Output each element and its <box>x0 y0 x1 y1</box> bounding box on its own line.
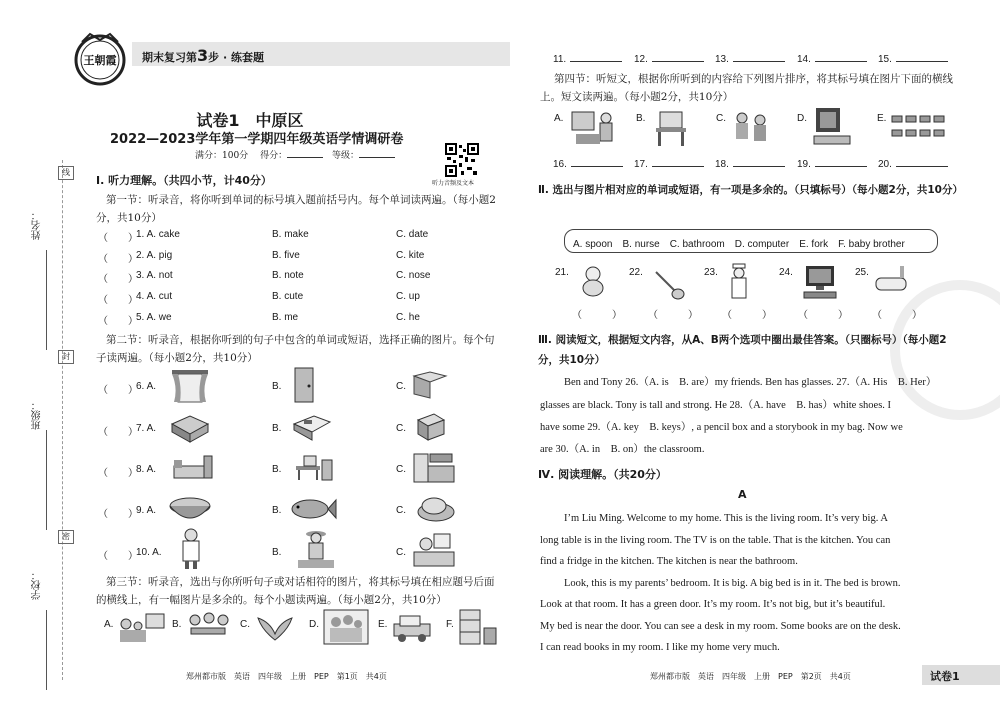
s3-label-e: E. <box>378 619 388 630</box>
q4-option-c: C. up <box>396 291 420 302</box>
study-room-picture[interactable] <box>292 450 336 484</box>
q2-paren[interactable]: （ ） <box>98 254 138 265</box>
passage-line-7: I can read books in my room. I like my home very much. <box>540 642 780 653</box>
bookshelf-picture[interactable] <box>458 608 498 646</box>
blank-14[interactable] <box>797 52 867 65</box>
q9-label-c: C. <box>396 505 406 516</box>
blank-17-num: 17. <box>634 159 648 170</box>
q6-label-c: C. <box>396 381 406 392</box>
part4-heading: Ⅳ. 阅读理解。（共20分） <box>538 468 667 481</box>
footer-left: 郑州都市版 英语 四年级 上册 PEP 第1页 共4页 <box>186 672 387 681</box>
qr-caption: 听力音频及文本 <box>432 180 475 187</box>
q7-label-c: C. <box>396 423 406 434</box>
desk-chair-picture[interactable] <box>652 108 692 148</box>
q9-label-b: B. <box>272 505 282 516</box>
farmer-picture[interactable] <box>296 528 336 570</box>
nurse-picture[interactable] <box>724 262 754 302</box>
qr-code[interactable] <box>445 143 479 177</box>
passage-line-6: My bed is near the door. You can see a desk in my room. Some books are on the desk. <box>540 621 901 632</box>
blank-15[interactable] <box>878 52 948 65</box>
q10-label-c: C. <box>396 547 406 558</box>
roast-chicken-picture[interactable] <box>414 494 458 524</box>
publisher-logo <box>70 30 130 86</box>
page-tab: 试卷1 <box>922 665 1000 685</box>
reading-man-picture[interactable] <box>410 530 458 568</box>
window-room-picture[interactable] <box>810 106 854 148</box>
baby-brother-picture[interactable] <box>576 264 610 298</box>
family-tv-picture[interactable] <box>116 610 166 644</box>
doctor-picture[interactable] <box>178 528 204 570</box>
q7-label-b: B. <box>272 423 282 434</box>
q8-label-b: B. <box>272 464 282 475</box>
kitchen-picture[interactable] <box>412 450 456 484</box>
pic-25-num: 25. <box>855 267 869 278</box>
q8-label-c: C. <box>396 464 406 475</box>
s4-label-b: B. <box>636 113 646 124</box>
name-field-label: 姓名： <box>32 210 43 240</box>
classroom-teacher-picture[interactable] <box>570 108 620 148</box>
computer-picture[interactable] <box>800 264 840 302</box>
q10-paren[interactable]: （ ） <box>98 551 138 562</box>
q5-option-c: C. he <box>396 312 420 323</box>
q8-label-a: 8. A. <box>136 464 157 475</box>
part3-line-3: have some 29.（A. key B. keys）, a pencil box and a storybook in my bag. Now we <box>540 422 903 433</box>
q6-paren[interactable]: （ ） <box>98 385 138 396</box>
margin-tag-mi: 密 <box>58 530 74 544</box>
pic-21-num: 21. <box>555 267 569 278</box>
school-field-line[interactable] <box>46 610 47 690</box>
q1-paren[interactable]: （ ） <box>98 233 138 244</box>
s3-label-d: D. <box>309 619 319 630</box>
pic-23-num: 23. <box>704 267 718 278</box>
score-blank[interactable] <box>287 157 323 158</box>
s3-label-c: C. <box>240 619 250 630</box>
part3-line-1: Ben and Tony 26.（A. is B. are）my friends. Ben has glasses. 27.（A. His B. Her） <box>564 377 937 388</box>
part1-heading: Ⅰ. 听力理解。（共四小节，计40分） <box>96 174 272 187</box>
exam-title: 试卷1 中原区 <box>196 111 304 130</box>
bathroom-picture[interactable] <box>872 264 912 298</box>
q3-paren[interactable]: （ ） <box>98 274 138 285</box>
q5-option-a: 5. A. we <box>136 312 172 323</box>
part3-line-4: are 30.（A. in B. on）the classroom. <box>540 444 705 455</box>
pic-22-num: 22. <box>629 267 643 278</box>
q9-label-a: 9. A. <box>136 505 157 516</box>
q5-option-b: B. me <box>272 312 299 323</box>
banner-step: 3 <box>197 46 209 65</box>
blank-15-num: 15. <box>878 54 892 65</box>
blank-20[interactable] <box>878 157 948 170</box>
s4-label-d: D. <box>797 113 807 124</box>
desks-rows-picture[interactable] <box>890 112 946 144</box>
passage-line-4: Look, this is my parents’ bedroom. It is big. A big bed is in it. The bed is brown. <box>564 578 901 589</box>
q4-option-b: B. cute <box>272 291 304 302</box>
banner-text <box>142 46 264 65</box>
section1-instructions: 第一节：听录音，将你听到单词的标号填入题前括号内。每个单词读两遍。（每小题2分，共10分） <box>96 194 496 224</box>
class-field-line[interactable] <box>46 430 47 530</box>
s3-label-f: F. <box>446 619 454 630</box>
svg-text:王朝霞: 王朝霞 <box>83 54 117 67</box>
blank-17[interactable] <box>634 157 704 170</box>
soup-bowl-picture[interactable] <box>168 494 212 524</box>
level-blank[interactable] <box>359 157 395 158</box>
q1-option-a: 1. A. cake <box>136 229 180 240</box>
q8-paren[interactable]: （ ） <box>98 468 138 479</box>
bedroom-picture[interactable] <box>170 450 214 484</box>
passage-line-3: find a fridge in the kitchen. The kitchen is near the bathroom. <box>540 556 798 567</box>
q3-option-a: 3. A. not <box>136 270 173 281</box>
blank-14-num: 14. <box>797 54 811 65</box>
q10-label-a: 10. A. <box>136 547 162 558</box>
banner-prefix: 期末复习第 <box>142 51 197 64</box>
margin-tag-feng: 封 <box>58 350 74 364</box>
section4-instructions: 第四节：听短文，根据你所听到的内容给下列图片排序，将其标号填在图片下面的横线上。短文读两遍。（每小题2分，共10分） <box>540 73 953 103</box>
blank-12[interactable] <box>634 52 704 65</box>
students-picture[interactable] <box>730 108 774 148</box>
fish-picture[interactable] <box>288 496 338 522</box>
blank-18[interactable] <box>715 157 785 170</box>
q3-option-b: B. note <box>272 270 304 281</box>
section2-instructions: 第二节：听录音，根据你听到的句子中包含的单词或短语，选择正确的图片。每个句子读两遍。（每小题2分，共10分） <box>96 334 495 364</box>
q4-option-a: 4. A. cut <box>136 291 173 302</box>
score-label: 得分： <box>260 151 288 161</box>
car-picture[interactable] <box>390 610 434 644</box>
blank-11[interactable] <box>553 52 622 65</box>
full-score: 满分：100分 <box>195 151 249 161</box>
answer-paren-25[interactable]: （ ） <box>872 310 922 321</box>
books-picture[interactable] <box>168 410 212 444</box>
blank-20-num: 20. <box>878 159 892 170</box>
pic-24-num: 24. <box>779 267 793 278</box>
answer-paren-24[interactable]: （ ） <box>798 310 848 321</box>
s3-label-b: B. <box>172 619 182 630</box>
level-label: 等级： <box>331 151 359 161</box>
q6-label-a: 6. A. <box>136 381 157 392</box>
q7-paren[interactable]: （ ） <box>98 427 138 438</box>
answer-paren-21[interactable]: （ ） <box>572 310 622 321</box>
q9-paren[interactable]: （ ） <box>98 509 138 520</box>
s4-label-e: E. <box>877 113 887 124</box>
pencil-box-picture[interactable] <box>290 410 334 444</box>
series-banner <box>132 42 510 66</box>
school-field-label: 学校： <box>32 570 43 600</box>
part3-line-2: glasses are black. Tony is tall and strong. He 28.（A. have B. has）white shoes. I <box>540 400 892 411</box>
passage-a-label: A <box>738 488 747 501</box>
s4-label-a: A. <box>554 113 564 124</box>
section3-instructions: 第三节：听录音，选出与你所听句子或对话相符的图片，将其标号填在相应题号后面的横线上，有一幅图片是多余的。每个小题读两遍。（每小题2分，共10分） <box>96 576 495 606</box>
blank-13[interactable] <box>715 52 785 65</box>
s3-label-a: A. <box>104 619 114 630</box>
passage-line-1: I’m Liu Ming. Welcome to my home. This is the living room. It’s very big. A <box>564 513 888 524</box>
word-bank-box: A. spoon B. nurse C. bathroom D. computer E. fork F. baby brother <box>564 229 938 253</box>
q7-label-a: 7. A. <box>136 423 157 434</box>
bag-picture[interactable] <box>414 410 448 444</box>
blank-19-num: 19. <box>797 159 811 170</box>
answer-paren-22[interactable]: （ ） <box>648 310 698 321</box>
blank-18-num: 18. <box>715 159 729 170</box>
exam-subtitle: 2022—2023学年第一学期四年级英语学情调研卷 <box>110 132 404 147</box>
passage-line-5: Look at that room. It has a green door. It’s my room. It’s not big, but it’s beautiful. <box>540 599 886 610</box>
class-field-label: 班级： <box>32 400 43 430</box>
ceiling-light-picture[interactable] <box>412 370 448 400</box>
student-info-margin <box>26 150 70 670</box>
q10-label-b: B. <box>272 547 282 558</box>
q6-label-b: B. <box>272 381 282 392</box>
q2-option-b: B. five <box>272 250 300 261</box>
spoon-picture[interactable] <box>652 268 686 302</box>
passage-line-2: long table is in the living room. The TV is on the table. That is the kitchen. You can <box>540 535 891 546</box>
blank-11-num: 11. <box>553 54 567 65</box>
q5-paren[interactable]: （ ） <box>98 316 138 327</box>
banner-suffix: 步 · 练套题 <box>208 51 264 64</box>
part2-heading: Ⅱ. 选出与图片相对应的单词或短语，有一项是多余的。（只填标号）（每小题2分，共10分） <box>538 184 963 196</box>
family-photo-picture[interactable] <box>322 608 370 646</box>
margin-tag-xian: 线 <box>58 166 74 180</box>
blank-13-num: 13. <box>715 54 729 65</box>
blank-16-num: 16. <box>553 159 567 170</box>
q1-option-c: C. date <box>396 229 429 240</box>
answer-paren-23[interactable]: （ ） <box>722 310 772 321</box>
plant-picture[interactable] <box>252 610 298 644</box>
q2-option-c: C. kite <box>396 250 425 261</box>
q2-option-a: 2. A. pig <box>136 250 173 261</box>
footer-right: 郑州都市版 英语 四年级 上册 PEP 第2页 共4页 <box>650 672 851 681</box>
part3-heading: Ⅲ. 阅读短文，根据短文内容，从A、B两个选项中圈出最佳答案。（只圈标号）（每小题2分，共10分） <box>538 334 947 366</box>
q4-paren[interactable]: （ ） <box>98 295 138 306</box>
window-curtain-picture[interactable] <box>170 368 210 404</box>
name-field-line[interactable] <box>46 250 47 350</box>
q3-option-c: C. nose <box>396 270 431 281</box>
exam-meta <box>195 148 401 161</box>
q1-option-b: B. make <box>272 229 309 240</box>
blank-12-num: 12. <box>634 54 648 65</box>
s4-label-c: C. <box>716 113 726 124</box>
door-picture[interactable] <box>293 366 315 404</box>
family-dining-picture[interactable] <box>183 610 233 644</box>
blank-19[interactable] <box>797 157 867 170</box>
blank-16[interactable] <box>553 157 623 170</box>
